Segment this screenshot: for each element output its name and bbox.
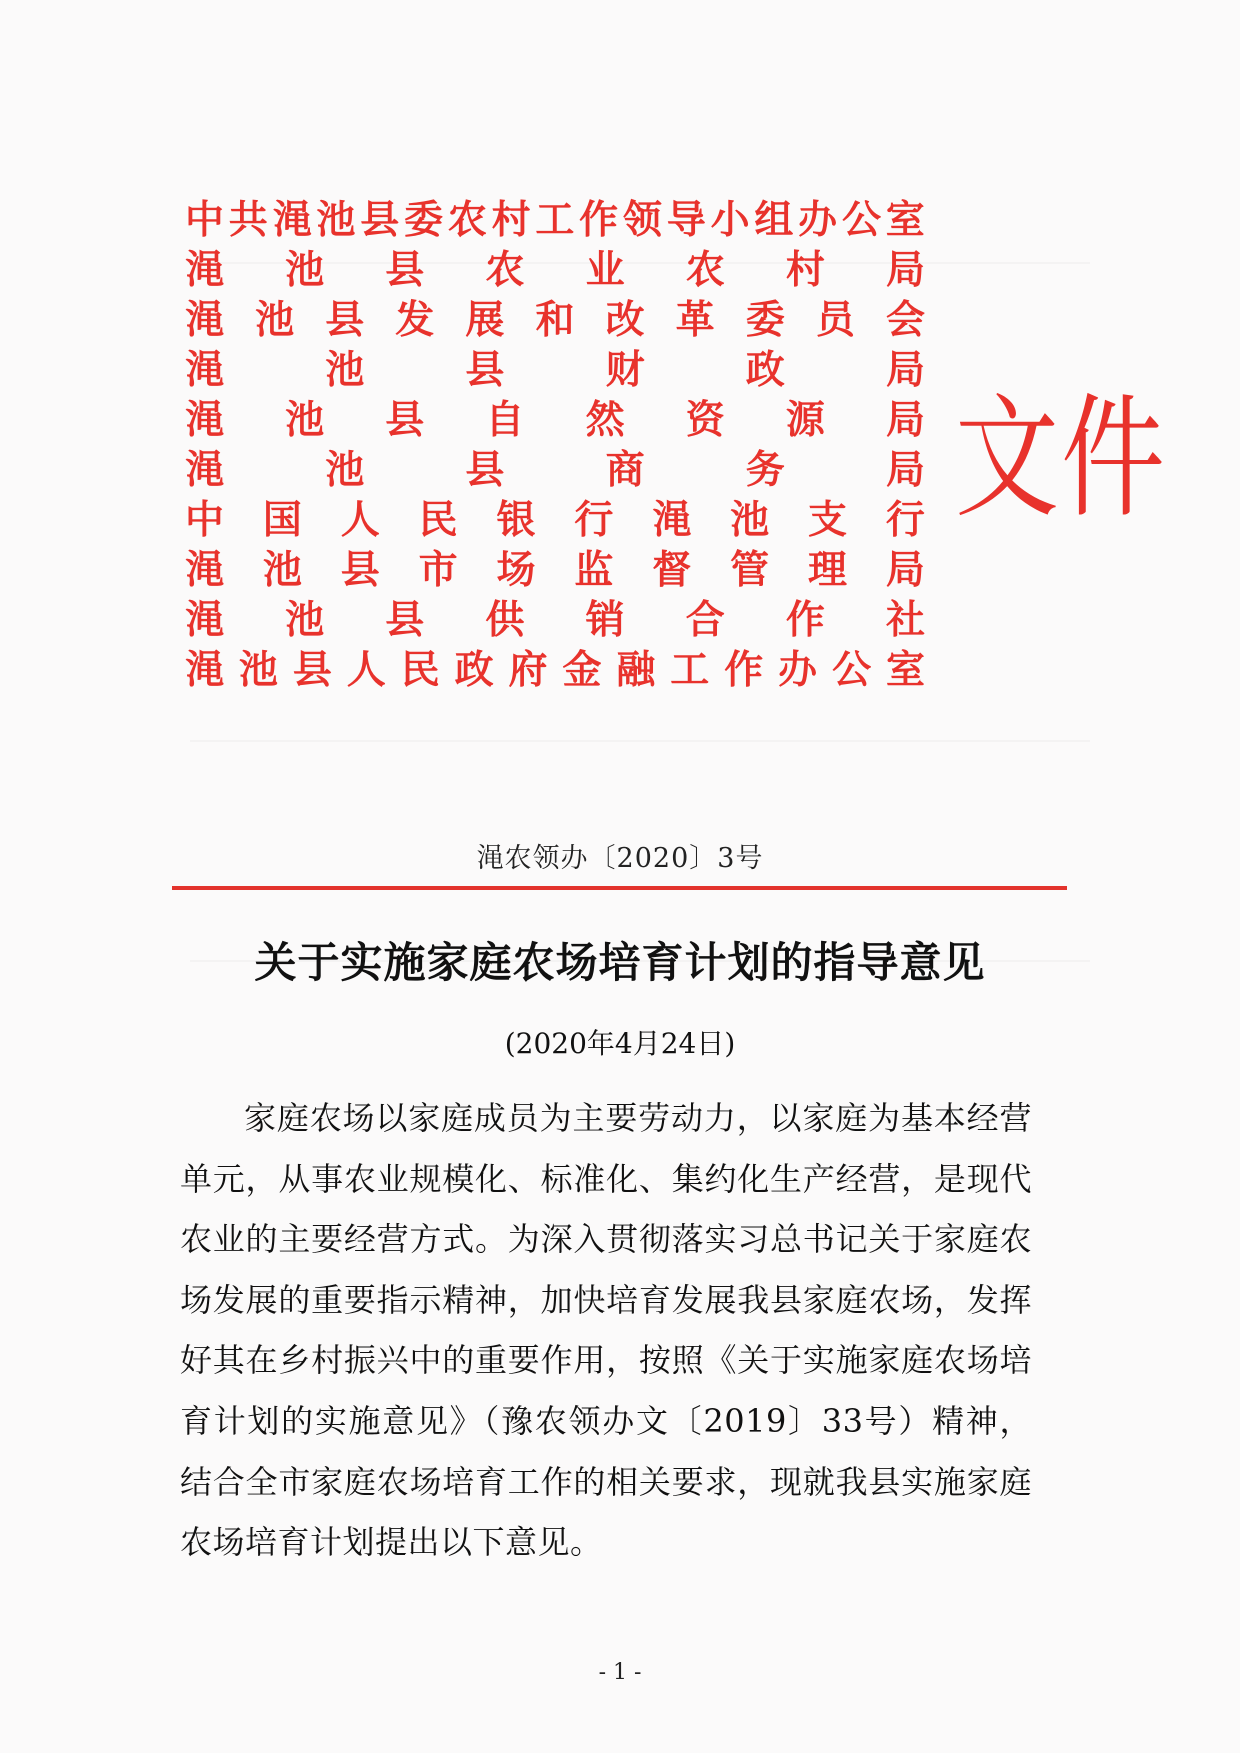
issuer-char: 委 [403,197,443,243]
issuer-char: 金 [562,647,602,693]
issuer-char: 民 [418,497,458,543]
issuer-char: 发 [395,297,435,343]
issuer-char: 革 [675,297,715,343]
issuer-char: 展 [465,297,505,343]
issuer-name-row [185,245,925,295]
issuer-char: 中 [185,497,225,543]
issuer-char: 财 [605,347,645,393]
issuer-char: 支 [808,497,848,543]
issuer-char: 然 [585,397,625,443]
issuer-char: 领 [622,197,662,243]
issuer-char: 池 [285,247,325,293]
issuer-char: 县 [385,597,425,643]
issuer-char: 中 [185,197,225,243]
issuer-char: 局 [885,247,925,293]
issuer-char: 银 [496,497,536,543]
issuer-name-row [185,445,925,495]
issuer-char: 府 [508,647,548,693]
issuer-char: 行 [885,497,925,543]
issuer-char: 国 [262,497,302,543]
issuer-char: 渑 [185,447,225,493]
issuer-char: 资 [685,397,725,443]
document-type-label: 文件 [955,380,1168,537]
issuer-char: 办 [798,197,838,243]
issuer-char: 农 [447,197,487,243]
issuer-char: 员 [815,297,855,343]
issuer-char: 融 [616,647,656,693]
issuer-char: 销 [585,597,625,643]
issuer-char: 管 [730,547,770,593]
issuer-char: 池 [238,647,278,693]
issuer-char: 池 [255,297,295,343]
body-paragraph: 家庭农场以家庭成员为主要劳动力，以家庭为基本经营单元，从事农业规模化、标准化、集约化生产经营，是现代农业的主要经营方式。为深入贯彻落实习总书记关于家庭农场发展的重要指示精神，加快培育发展我县家庭农场，发挥好其在乡村振兴中的重要作用，按照《关于实施家庭农场培育计划的实施意见》（豫农领办文〔2019〕33号）精神，结合全市家庭农场培育工作的相关要求，现就我县实施家庭农场培育计划提出以下意见。 [180,1099,1032,1562]
document-number: 渑农领办〔2020〕3号 [476,843,764,874]
issuer-char: 监 [574,547,614,593]
issuer-name-row [185,195,925,245]
issuer-char: 督 [652,547,692,593]
issuer-char: 农 [685,247,725,293]
issuer-char: 局 [885,447,925,493]
issuer-char: 政 [454,647,494,693]
issuer-char: 村 [785,247,825,293]
issuer-name-row [185,295,925,345]
issuer-char: 办 [778,647,818,693]
issuer-char: 场 [496,547,536,593]
issuer-char: 行 [574,497,614,543]
issuer-char: 县 [465,447,505,493]
issuer-name-row [185,545,925,595]
bleed-through-line [190,740,1090,742]
issuer-char: 作 [579,197,619,243]
issuer-char: 自 [485,397,525,443]
issuer-char: 导 [666,197,706,243]
issuer-name-row [185,345,925,395]
issuer-char: 和 [535,297,575,343]
issuer-name-row [185,645,925,695]
issuer-char: 局 [885,547,925,593]
issuer-char: 室 [885,647,925,693]
issuer-char: 商 [605,447,645,493]
issuer-char: 渑 [185,397,225,443]
issuer-char: 工 [535,197,575,243]
issuer-name-row [185,395,925,445]
issuer-char: 池 [285,397,325,443]
issuer-char: 小 [710,197,750,243]
issuer-char: 池 [262,547,302,593]
issuer-char: 渑 [185,297,225,343]
issuer-char: 组 [754,197,794,243]
issuer-char: 渑 [185,597,225,643]
issuer-char: 县 [385,397,425,443]
issuer-char: 共 [228,197,268,243]
issuer-char: 作 [785,597,825,643]
issuer-char: 公 [832,647,872,693]
issuer-char: 池 [325,347,365,393]
issuer-char: 工 [670,647,710,693]
issuer-char: 作 [724,647,764,693]
issuer-name-row [185,595,925,645]
issuer-char: 务 [745,447,785,493]
issuer-char: 渑 [185,347,225,393]
issuer-char: 局 [885,397,925,443]
issuer-char: 渑 [185,247,225,293]
issuer-char: 会 [885,297,925,343]
issuer-name-row [185,495,925,545]
document-title: 关于实施家庭农场培育计划的指导意见 [254,938,986,987]
issuer-char: 公 [841,197,881,243]
issuer-char: 社 [885,597,925,643]
issuer-char: 渑 [185,647,225,693]
issuer-char: 供 [485,597,525,643]
issuer-char: 室 [885,197,925,243]
document-date: (2020年4月24日) [504,1027,736,1060]
issuer-char: 县 [385,247,425,293]
issuer-char: 民 [400,647,440,693]
page-number: - 1 - [598,1660,642,1685]
issuer-char: 县 [340,547,380,593]
issuer-char: 农 [485,247,525,293]
issuer-char: 局 [885,347,925,393]
issuer-char: 县 [465,347,505,393]
issuer-char: 县 [360,197,400,243]
issuer-char: 池 [285,597,325,643]
issuer-char: 改 [605,297,645,343]
issuer-char: 县 [325,297,365,343]
issuer-char: 业 [585,247,625,293]
issuer-char: 池 [325,447,365,493]
red-divider-line [172,886,1067,890]
issuer-char: 池 [316,197,356,243]
issuer-char: 合 [685,597,725,643]
issuer-char: 渑 [652,497,692,543]
issuer-char: 村 [491,197,531,243]
issuer-char: 人 [340,497,380,543]
issuer-char: 委 [745,297,785,343]
issuer-char: 渑 [185,547,225,593]
issuer-char: 市 [418,547,458,593]
issuer-char: 源 [785,397,825,443]
issuer-char: 渑 [272,197,312,243]
issuer-char: 池 [730,497,770,543]
issuer-char: 人 [346,647,386,693]
issuer-char: 县 [292,647,332,693]
issuer-char: 理 [808,547,848,593]
issuer-char: 政 [745,347,785,393]
issuing-authorities [185,195,925,695]
